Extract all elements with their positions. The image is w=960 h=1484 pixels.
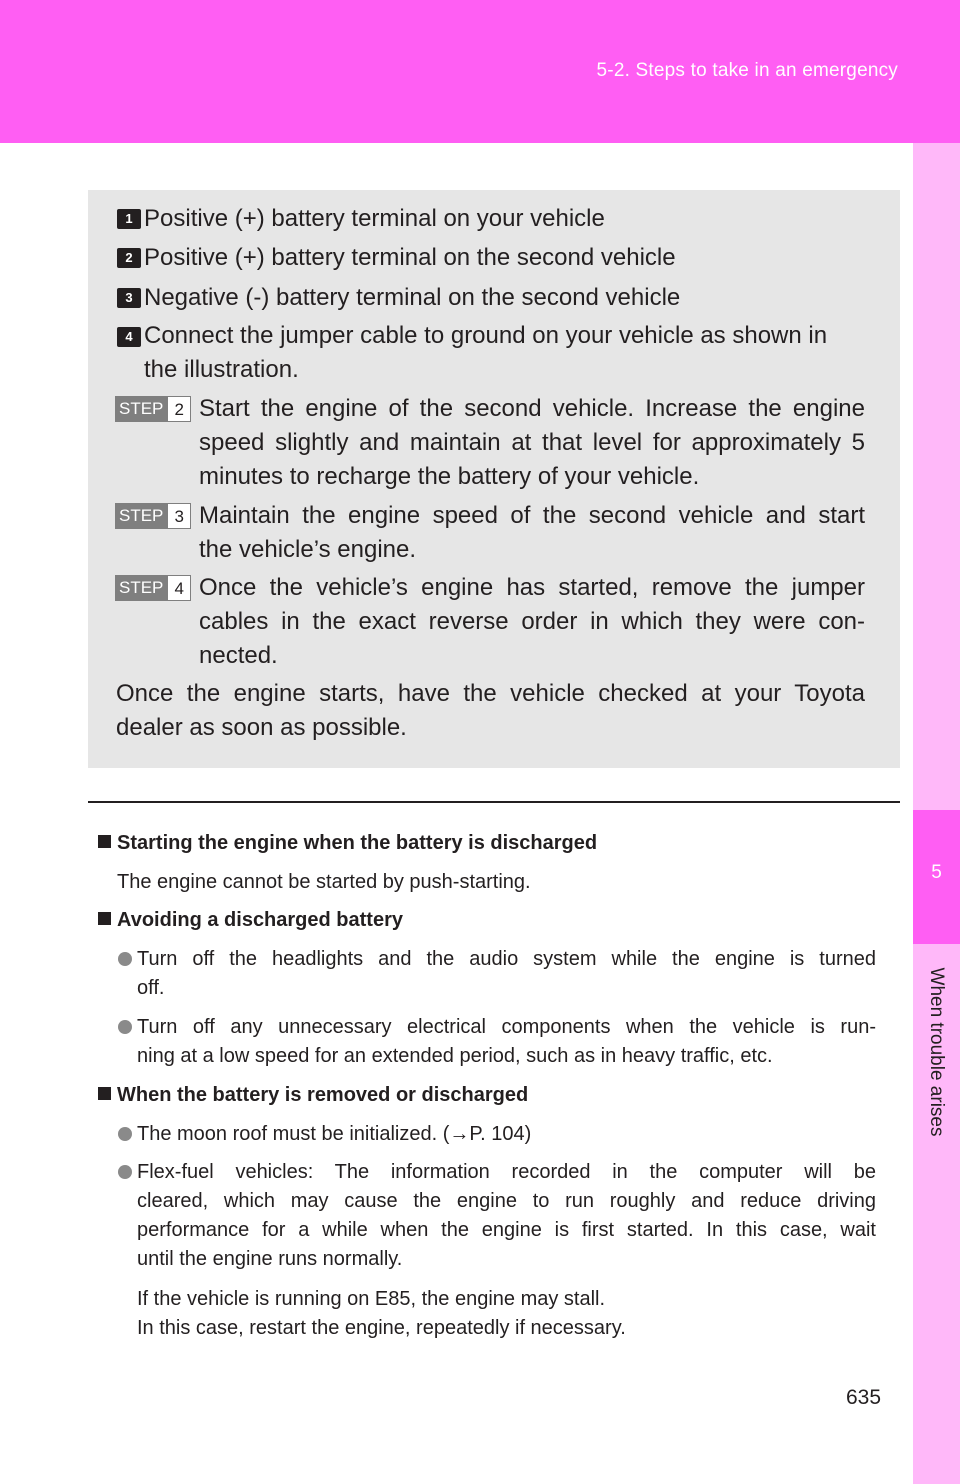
step-2-line-3: minutes to recharge the battery of your vehicle. (199, 463, 700, 490)
callout-badge-3: 3 (117, 288, 141, 308)
note-3-extra-line-1: If the vehicle is running on E85, the engine may stall. (137, 1288, 606, 1310)
step-label-3 (115, 503, 191, 529)
note-3-bullet-2-line-1: Flex-fuel vehicles: The information recorded in the computer will be (137, 1161, 876, 1183)
step-number: 3 (168, 503, 191, 529)
note-2-bullet-1-line-1: Turn off the headlights and the audio system while the engine is turned (137, 948, 876, 970)
step-4-line-1: Once the vehicle’s engine has started, remove the jumper (199, 574, 865, 601)
note-3-bullet-2-line-4: until the engine runs normally. (137, 1248, 403, 1270)
step-4-line-3: nected. (199, 642, 278, 669)
note-1-text: The engine cannot be started by push-starting. (117, 871, 531, 893)
step-number: 4 (168, 575, 191, 601)
note-3-extra-line-2: In this case, restart the engine, repeatedly if necessary. (137, 1317, 626, 1339)
callout-badge-1: 1 (117, 209, 141, 229)
step-word: STEP (115, 396, 168, 422)
square-bullet-icon (98, 835, 111, 848)
closing-line-1: Once the engine starts, have the vehicle checked at your Toyota (116, 680, 865, 707)
chapter-title: When trouble arises (926, 967, 947, 1137)
bullet-dot-icon (118, 1020, 132, 1034)
note-2-bullet-2-line-2: ning at a low speed for an extended period, such as in heavy traffic, etc. (137, 1045, 773, 1067)
note-heading-2-text: Avoiding a discharged battery (117, 909, 403, 931)
note-heading-3-text: When the battery is removed or discharged (117, 1084, 529, 1106)
note-3-bullet-1-line-1: The moon roof must be initialized. (→P. 104) (137, 1123, 532, 1145)
note-heading-2 (98, 906, 403, 934)
note-heading-1 (98, 829, 597, 857)
note-3-bullet-2-line-2: cleared, which may cause the engine to run roughly and reduce driving (137, 1190, 876, 1212)
callout-text-4-line-2: the illustration. (144, 356, 299, 383)
callout-text-1: Positive (+) battery terminal on your vehicle (144, 205, 605, 232)
section-title: 5-2. Steps to take in an emergency (596, 60, 898, 81)
step-label-4 (115, 575, 191, 601)
note-2-bullet-1-line-2: off. (137, 977, 165, 999)
note-heading-1-text: Starting the engine when the battery is discharged (117, 832, 598, 854)
bullet-dot-icon (118, 1127, 132, 1141)
step-label-2 (115, 396, 191, 422)
note-3-bullet-2-line-3: performance for a while when the engine is first started. In this case, wait (137, 1219, 876, 1241)
step-word: STEP (115, 503, 168, 529)
square-bullet-icon (98, 912, 111, 925)
closing-line-2: dealer as soon as possible. (116, 714, 407, 741)
step-2-line-2: speed slightly and maintain at that level for approximately 5 (199, 429, 865, 456)
square-bullet-icon (98, 1087, 111, 1100)
callout-text-4-line-1: Connect the jumper cable to ground on your vehicle as shown in (144, 322, 828, 349)
header-bar (0, 0, 960, 143)
step-4-line-2: cables in the exact reverse order in which they were con- (199, 608, 865, 635)
chapter-number: 5 (931, 862, 942, 883)
bullet-dot-icon (118, 952, 132, 966)
bullet-dot-icon (118, 1165, 132, 1179)
callout-text-2: Positive (+) battery terminal on the second vehicle (144, 244, 676, 271)
step-word: STEP (115, 575, 168, 601)
step-3-line-1: Maintain the engine speed of the second vehicle and start (199, 502, 865, 529)
callout-badge-2: 2 (117, 248, 141, 268)
callout-text-3: Negative (-) battery terminal on the second vehicle (144, 284, 681, 311)
page-number: 635 (846, 1386, 882, 1409)
note-heading-3 (98, 1081, 528, 1109)
step-3-line-2: the vehicle’s engine. (199, 536, 417, 563)
note-2-bullet-2-line-1: Turn off any unnecessary electrical components when the vehicle is run- (137, 1016, 876, 1038)
section-divider (88, 801, 900, 803)
step-2-line-1: Start the engine of the second vehicle. Increase the engine (199, 395, 865, 422)
step-number: 2 (168, 396, 191, 422)
callout-badge-4: 4 (117, 327, 141, 347)
